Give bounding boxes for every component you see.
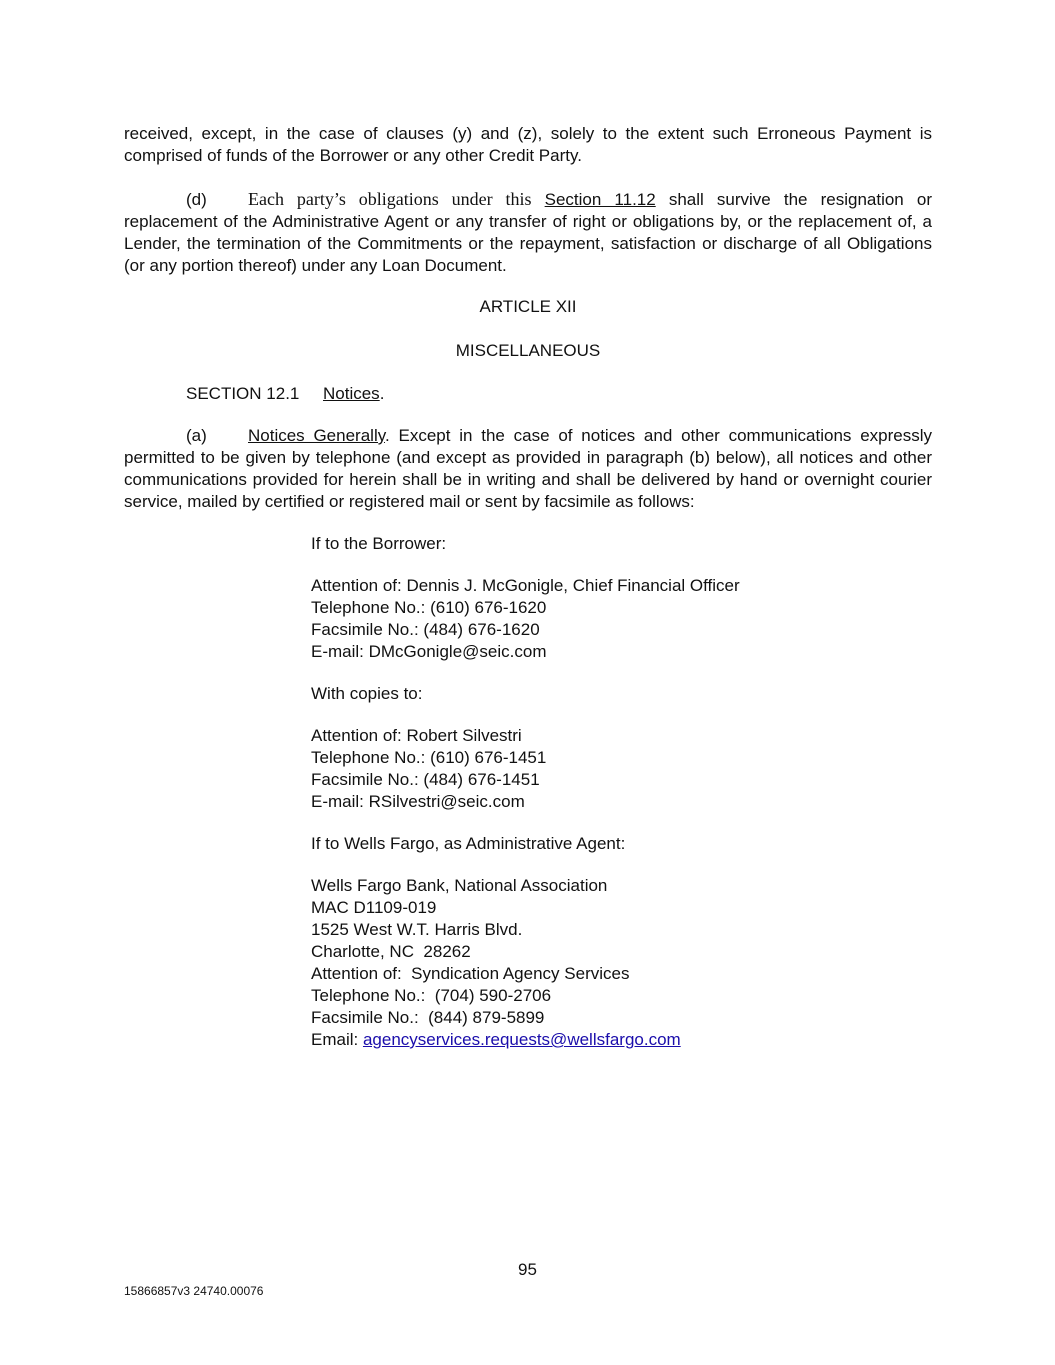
paragraph-a-label: (a) [186,426,207,445]
notices-generally-punct: . [384,426,390,445]
borrower-address-block [311,575,931,663]
borrower-attention: Attention of: Dennis J. McGonigle, Chief Financial Officer [311,576,740,595]
section-title-punct: . [379,384,385,403]
copies-telephone: Telephone No.: (610) 676-1451 [311,748,547,767]
borrower-facsimile: Facsimile No.: (484) 676-1620 [311,620,540,639]
copies-attention: Attention of: Robert Silvestri [311,726,522,745]
agent-intro: If to Wells Fargo, as Administrative Agent: [311,834,626,853]
paragraph-a-text: Except in the case of notices and other communications expressly permitted to be given by telephone (and except as provided in paragraph (b) below), all notices and other communications provided for herein shall be in writing and shall be delivered by hand or overnight courier service, mailed by certified or registered mail or sent by facsimile as follows: [124,426,933,511]
copies-email: E-mail: RSilvestri@seic.com [311,792,525,811]
copies-facsimile: Facsimile No.: (484) 676-1451 [311,770,540,789]
borrower-email: E-mail: DMcGonigle@seic.com [311,642,547,661]
section-title: Notices [323,384,380,403]
agent-facsimile: Facsimile No.: (844) 879-5899 [311,1008,545,1027]
agent-email-link[interactable]: agencyservices.requests@wellsfargo.com [362,1030,681,1049]
agent-address-block [311,875,931,1051]
article-heading: ARTICLE XII [479,297,577,316]
continuation-paragraph: received, except, in the case of clauses (y) and (z), solely to the extent such Erroneous Payment is comprised of funds of the Borrower or any other Credit Party. [124,124,932,165]
copies-intro: With copies to: [311,684,423,703]
paragraph-d-text: shall survive the resignation or replacement of the Administrative Agent or any transfer of right or obligations by, or the replacement of, a Lender, the termination of the Commitments or the repayment, satisfaction or discharge of all Obligations (or any portion thereof) under any Loan Document. [124,190,932,275]
section-11-12-reference: Section 11.12 [544,190,656,209]
paragraph-d-label: (d) [186,190,207,209]
agent-email-line [311,1029,931,1051]
agent-street: 1525 West W.T. Harris Blvd. [311,920,523,939]
paragraph-d [124,188,932,277]
paragraph-d-serif-text: Each party’s obligations under this [248,189,532,209]
agent-city: Charlotte, NC 28262 [311,942,471,961]
agent-bank-name: Wells Fargo Bank, National Association [311,876,608,895]
notices-generally-heading: Notices Generally [248,426,385,445]
agent-email-label: Email: [311,1030,363,1049]
section-12-1-heading [186,383,384,405]
page-number: 95 [518,1260,537,1279]
borrower-telephone: Telephone No.: (610) 676-1620 [311,598,547,617]
copies-address-block [311,725,931,813]
agent-attention: Attention of: Syndication Agency Services [311,964,630,983]
agent-mac-code: MAC D1109-019 [311,898,437,917]
agent-telephone: Telephone No.: (704) 590-2706 [311,986,552,1005]
section-number: SECTION 12.1 [186,384,300,403]
document-id: 15866857v3 24740.00076 [124,1284,264,1298]
borrower-intro: If to the Borrower: [311,534,447,553]
paragraph-a [124,425,932,513]
article-title: MISCELLANEOUS [455,341,601,360]
